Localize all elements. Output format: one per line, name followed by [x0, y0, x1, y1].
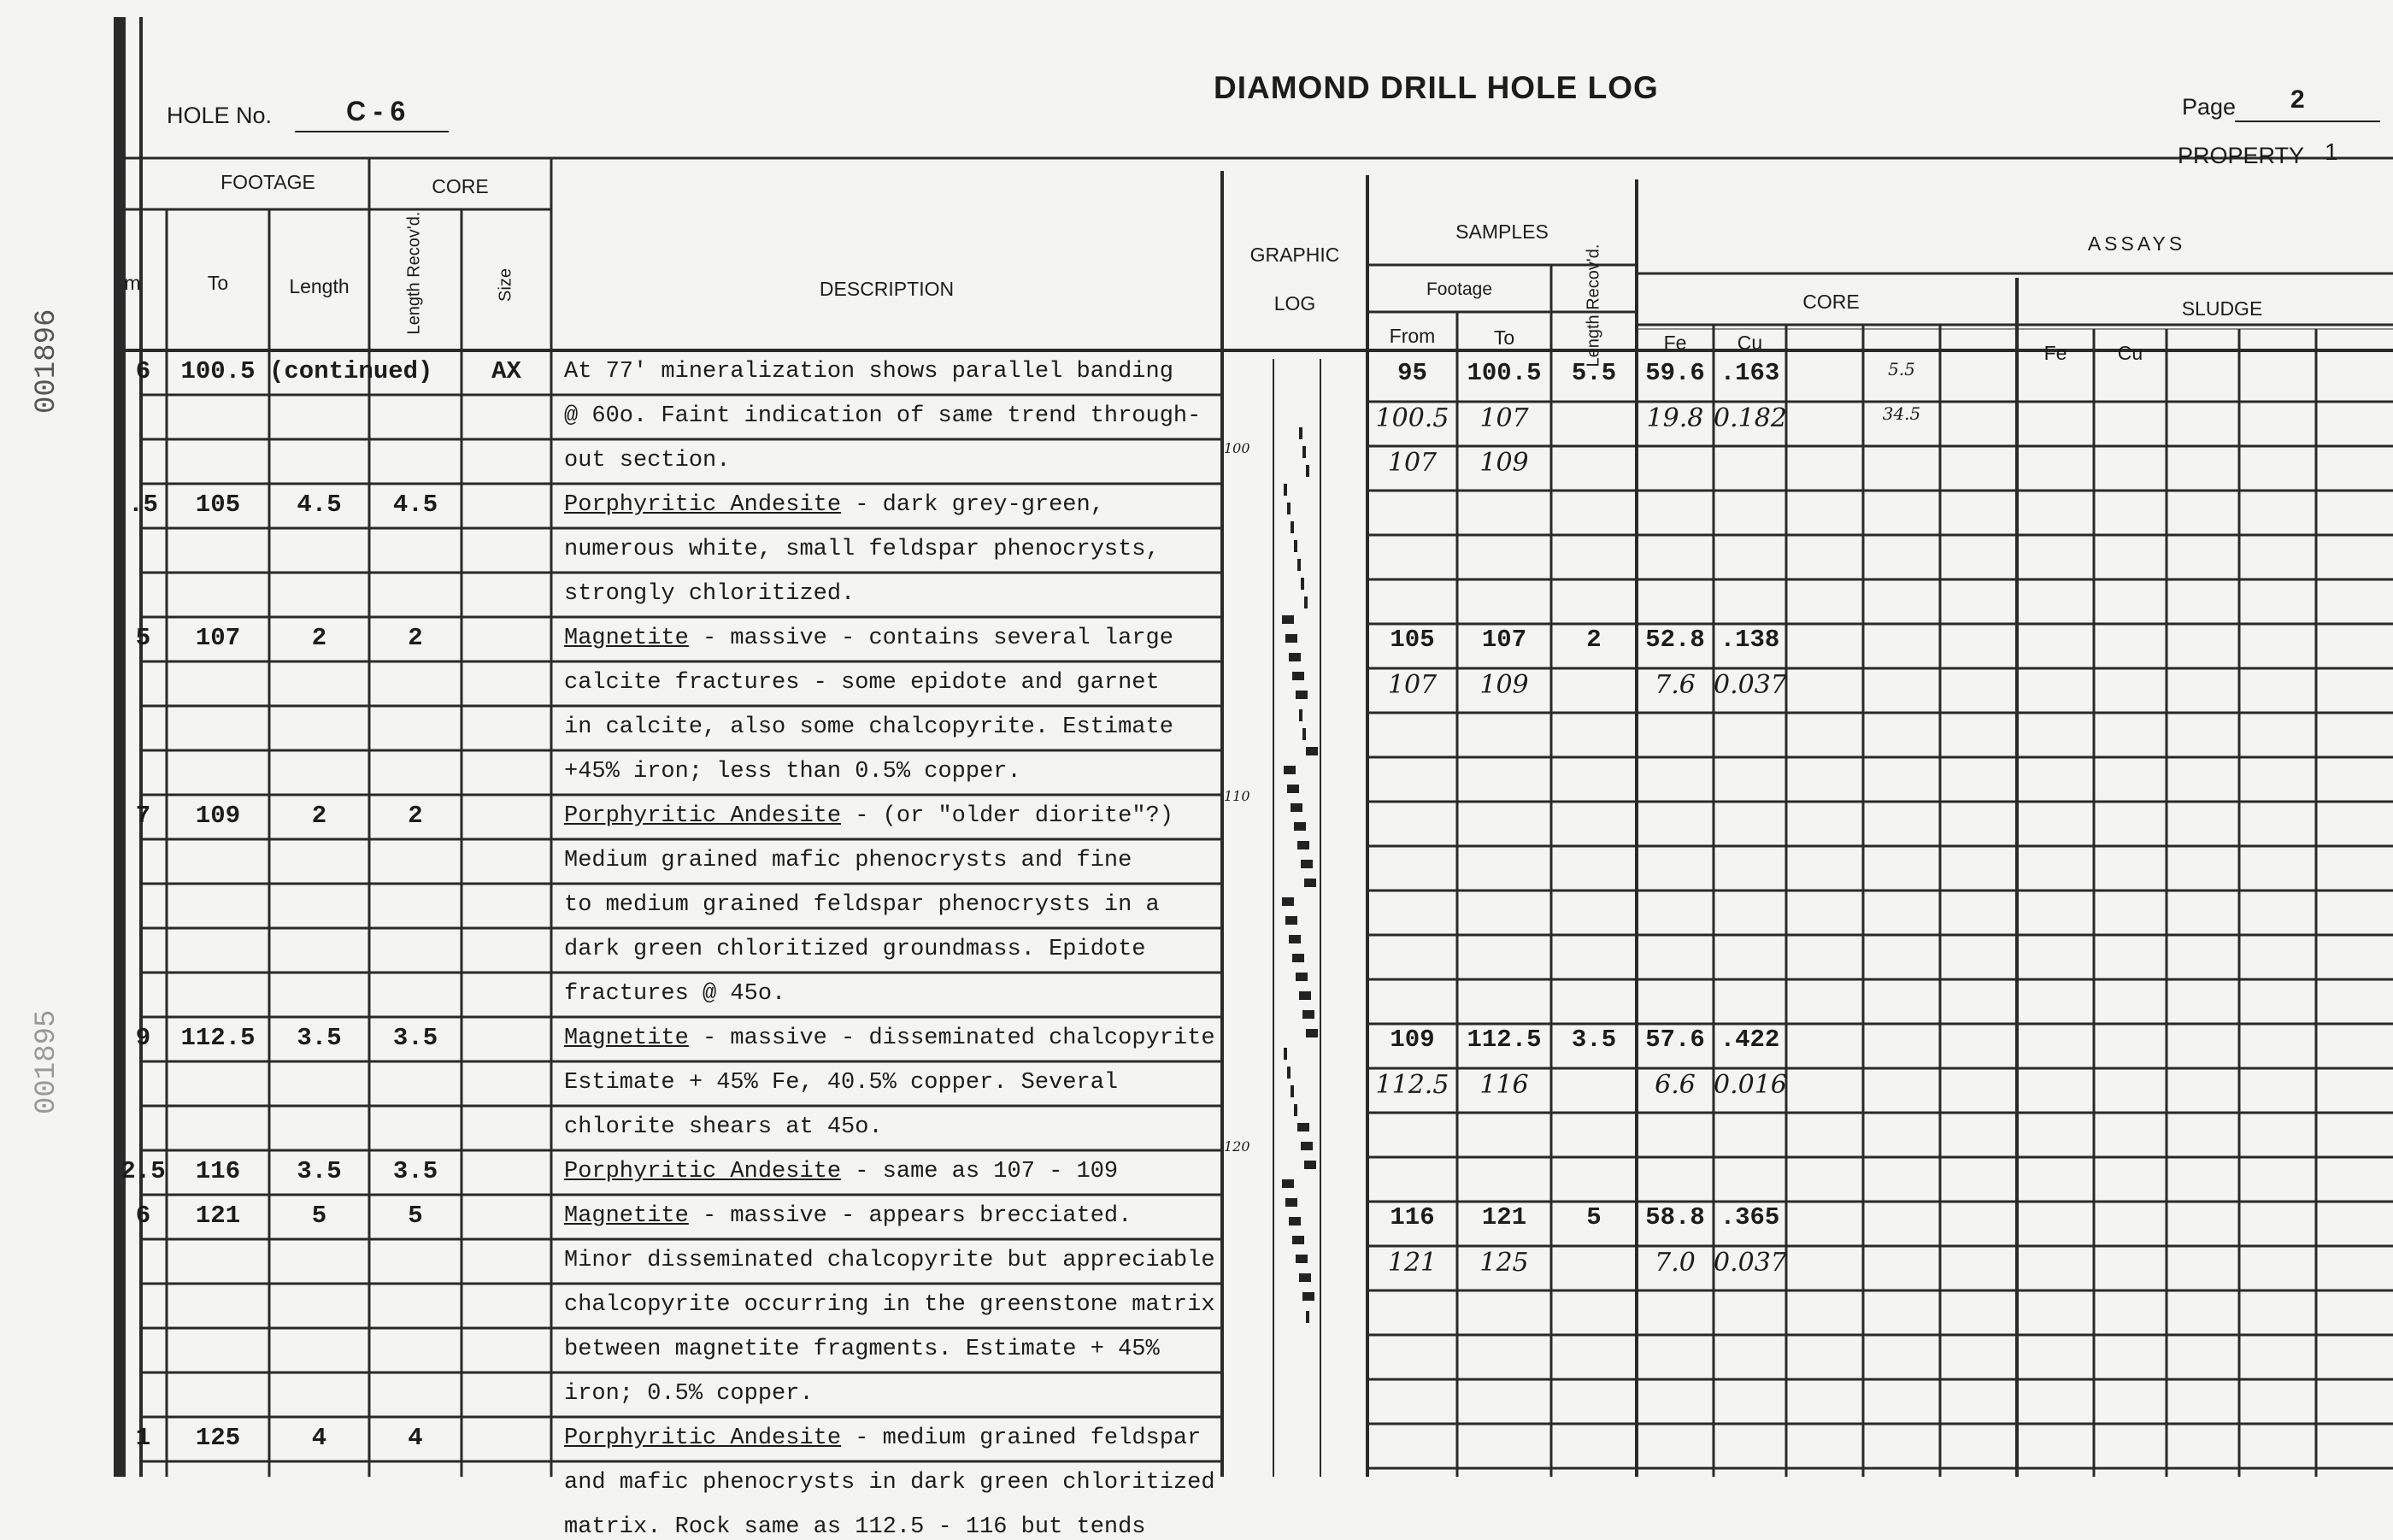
- core-header: CORE: [432, 175, 489, 197]
- description-text: +45% iron; less than 0.5% copper.: [564, 759, 1021, 785]
- graphic-log-mark: [1294, 1104, 1297, 1116]
- graphic-log-mark: [1284, 766, 1296, 774]
- description-line: [564, 759, 1021, 785]
- rock-type: Magnetite: [564, 1026, 689, 1051]
- graphic-log-mark: [1299, 1273, 1311, 1282]
- graphic-log-mark: [1294, 822, 1306, 831]
- sample-fe-cell: 52.8: [1645, 626, 1705, 654]
- description-text: - (or "older diorite"?): [841, 803, 1173, 829]
- sample-note-cell: 34.5: [1882, 403, 1921, 424]
- sample-fe-cell: 6.6: [1655, 1070, 1696, 1100]
- rock-type: Magnetite: [564, 626, 689, 651]
- property-value: 1: [2325, 138, 2338, 165]
- graphic-log-mark: [1304, 597, 1308, 608]
- sample-to-cell: 125: [1479, 1248, 1529, 1278]
- footage-length-cell: 5: [311, 1202, 327, 1230]
- graphic-log-mark: [1292, 954, 1304, 962]
- sample-cu-cell: 0.182: [1714, 403, 1787, 433]
- sludge-header: SLUDGE: [2181, 297, 2263, 320]
- sample-to-cell: 107: [1481, 626, 1527, 654]
- description-line: [564, 1425, 1201, 1451]
- footage-from-cell: 9: [135, 1024, 151, 1052]
- graphic-log-mark: [1297, 1123, 1309, 1131]
- description-line: [564, 492, 1104, 518]
- description-text: Estimate + 45% Fe, 40.5% copper. Several: [564, 1070, 1119, 1096]
- description-text: - medium grained feldspar: [841, 1425, 1202, 1451]
- graphic-log-mark: [1291, 521, 1294, 533]
- graphic-log-mark: [1297, 559, 1301, 571]
- description-text: - massive - disseminated chalcopyrite: [688, 1026, 1215, 1051]
- hole-no-underline: [295, 130, 449, 133]
- sample-to-cell: 107: [1479, 403, 1529, 433]
- samples-to-header: To: [1493, 326, 1515, 349]
- description-line: [564, 1026, 1215, 1051]
- property-label: PROPERTY: [2178, 143, 2305, 168]
- samples-header: SAMPLES: [1455, 220, 1549, 243]
- footage-to-cell: 125: [195, 1424, 241, 1452]
- footage-from-cell: 7: [135, 802, 151, 830]
- description-line: [564, 1470, 1215, 1496]
- graphic-log-mark: [1304, 1161, 1316, 1169]
- description-text: - same as 107 - 109: [841, 1159, 1119, 1184]
- graphic-log-mark: [1304, 879, 1316, 887]
- sample-to-cell: 109: [1479, 448, 1529, 478]
- description-line: [564, 803, 1173, 829]
- sample-note-cell: 5.5: [1888, 359, 1915, 379]
- hole-no-value: C - 6: [346, 96, 406, 126]
- samples-footage-header: Footage: [1426, 279, 1493, 299]
- size-header: Size: [496, 268, 515, 302]
- rock-type: Porphyritic Andesite: [564, 492, 842, 518]
- sample-fe-cell: 58.8: [1645, 1203, 1705, 1231]
- rock-type: Magnetite: [564, 1203, 689, 1229]
- footage-to-cell: 109: [195, 802, 241, 830]
- graphic-log-mark: [1296, 691, 1308, 699]
- footage-to-cell: 112.5: [180, 1024, 256, 1052]
- graphic-log-mark: [1282, 1179, 1294, 1188]
- footage-recovd-cell: 3.5: [392, 1024, 438, 1052]
- description-line: [564, 848, 1132, 873]
- graphic-log-mark: [1284, 1048, 1287, 1060]
- graphic-log-mark: [1292, 1236, 1304, 1244]
- side-stamp-faint: 001895: [31, 1009, 63, 1114]
- description-line: [564, 1159, 1118, 1184]
- rock-type: Porphyritic Andesite: [564, 803, 842, 829]
- description-line: [564, 1337, 1160, 1362]
- graphic-log-depth-label: 110: [1224, 788, 1250, 804]
- description-line: [564, 448, 730, 473]
- graphic-log-mark: [1302, 446, 1306, 458]
- sample-to-cell: 116: [1479, 1070, 1529, 1100]
- sample-from-cell: 107: [1387, 670, 1438, 700]
- description-text: - massive - appears brecciated.: [688, 1203, 1132, 1229]
- graphic-log-mark: [1291, 803, 1302, 812]
- description-line: [564, 626, 1173, 651]
- samples-recovd-header: Length Recov'd.: [1584, 244, 1603, 367]
- graphic-log-mark: [1306, 1311, 1309, 1323]
- graphic-log-mark: [1287, 785, 1299, 793]
- length-header: Length: [289, 275, 350, 297]
- description-text: calcite fractures - some epidote and garnet: [564, 670, 1160, 696]
- description-line: [564, 1381, 814, 1407]
- sample-to-cell: 100.5: [1467, 359, 1542, 387]
- graphic-log-mark: [1302, 1010, 1314, 1019]
- description-text: chalcopyrite occurring in the greenstone matrix: [564, 1292, 1215, 1318]
- footage-length-cell: 4.5: [297, 491, 342, 519]
- fe-header: Fe: [1663, 332, 1687, 354]
- sample-fe-cell: 59.6: [1645, 359, 1705, 387]
- description-line: [564, 670, 1160, 696]
- graphic-log-mark: [1285, 916, 1297, 925]
- graphic-log-mark: [1285, 634, 1297, 643]
- graphic-log-mark: [1287, 503, 1291, 514]
- description-text: to medium grained feldspar phenocrysts in a: [564, 892, 1160, 918]
- sample-cu-cell: 0.037: [1714, 670, 1787, 700]
- footage-length-cell: 2: [311, 802, 327, 830]
- footage-recovd-cell: 4: [408, 1424, 423, 1452]
- sample-recovd-cell: 5: [1586, 1203, 1602, 1231]
- graphic-log-depth-label: 120: [1224, 1138, 1250, 1155]
- sample-recovd-cell: 5.5: [1571, 359, 1617, 387]
- description-line: [564, 1514, 1146, 1540]
- description-text: @ 60o. Faint indication of same trend through-: [564, 403, 1202, 429]
- side-stamp: 001896: [31, 309, 63, 414]
- sample-from-cell: 95: [1397, 359, 1427, 387]
- graphic-log-mark: [1306, 747, 1318, 755]
- description-line: [564, 1070, 1118, 1096]
- footage-from-cell: 1: [135, 1424, 151, 1452]
- graphic-log-mark: [1299, 991, 1311, 1000]
- graphic-log-mark: [1296, 973, 1308, 981]
- footage-to-cell: 121: [195, 1202, 241, 1230]
- graphic-log-mark: [1301, 1142, 1313, 1150]
- description-text: chlorite shears at 45o.: [564, 1114, 883, 1140]
- graphic-log-mark: [1299, 709, 1302, 721]
- graphic-log-mark: [1285, 1198, 1297, 1207]
- description-line: [564, 981, 785, 1007]
- description-text: - massive - contains several large: [688, 626, 1173, 651]
- description-line: [564, 1292, 1215, 1318]
- description-text: At 77' mineralization shows parallel banding: [564, 359, 1173, 385]
- sludge-cu-header: Cu: [2117, 342, 2143, 364]
- graphic-log-mark: [1302, 728, 1306, 740]
- footage-length-cell: 3.5: [297, 1024, 342, 1052]
- sample-cu-cell: 0.037: [1714, 1248, 1787, 1278]
- assay-core-header: CORE: [1802, 291, 1860, 313]
- hole-no-label: HOLE No.: [167, 103, 273, 128]
- to-header: To: [207, 272, 229, 294]
- assays-header: ASSAYS: [2087, 232, 2186, 255]
- description-line: [564, 581, 855, 607]
- footage-header: FOOTAGE: [220, 171, 315, 193]
- sample-from-cell: 121: [1387, 1248, 1438, 1278]
- description-text: Medium grained mafic phenocrysts and fine: [564, 848, 1132, 873]
- page-underline: [2235, 120, 2380, 123]
- description-text: numerous white, small feldspar phenocrysts,: [564, 537, 1160, 562]
- sample-fe-cell: 57.6: [1645, 1026, 1705, 1054]
- rock-type: Porphyritic Andesite: [564, 1159, 842, 1184]
- footage-recovd-cell: 2: [408, 802, 423, 830]
- description-line: [564, 892, 1160, 918]
- graphic-log-mark: [1302, 1292, 1314, 1301]
- description-line: [564, 1248, 1215, 1273]
- graphic-log-mark: [1289, 1217, 1301, 1226]
- sample-to-cell: 112.5: [1467, 1026, 1542, 1054]
- description-text: strongly chloritized.: [564, 581, 855, 607]
- graphic-log-mark: [1289, 935, 1301, 943]
- graphic-log-depth-label: 100: [1224, 440, 1250, 456]
- description-text: in calcite, also some chalcopyrite. Estimate: [564, 714, 1173, 740]
- graphic-log-mark: [1294, 540, 1297, 552]
- graphic-log-mark: [1291, 1085, 1294, 1097]
- footage-recovd-cell: 5: [408, 1202, 423, 1230]
- sample-fe-cell: 7.6: [1655, 670, 1696, 700]
- description-header: DESCRIPTION: [819, 278, 955, 300]
- footage-to-cell: 100.5: [180, 357, 256, 385]
- description-text: fractures @ 45o.: [564, 981, 786, 1007]
- description-text: dark green chloritized groundmass. Epidote: [564, 937, 1146, 962]
- description-line: [564, 937, 1146, 962]
- sample-cu-cell: 0.016: [1714, 1070, 1787, 1100]
- description-text: iron; 0.5% copper.: [564, 1381, 814, 1407]
- cu-header: Cu: [1737, 332, 1763, 354]
- graphic-log-mark: [1297, 841, 1309, 849]
- footage-length-cell: 4: [311, 1424, 327, 1452]
- footage-length-cell: (continued): [269, 357, 433, 385]
- graphic-log-mark: [1296, 1255, 1308, 1263]
- sample-cu-cell: .365: [1720, 1203, 1780, 1231]
- footage-size-cell: AX: [491, 357, 521, 385]
- graphic-log-header-2: LOG: [1273, 292, 1316, 314]
- sample-from-cell: 112.5: [1375, 1070, 1449, 1100]
- description-line: [564, 537, 1160, 562]
- sample-from-cell: 116: [1390, 1203, 1435, 1231]
- sample-recovd-cell: 3.5: [1571, 1026, 1617, 1054]
- footage-from-cell: 5: [135, 624, 151, 652]
- graphic-log-mark: [1306, 465, 1309, 477]
- rock-type: Porphyritic Andesite: [564, 1425, 842, 1451]
- graphic-log-mark: [1282, 897, 1294, 906]
- sample-cu-cell: .138: [1720, 626, 1780, 654]
- from-header: m: [124, 272, 141, 294]
- sample-from-cell: 105: [1390, 626, 1435, 654]
- description-line: [564, 403, 1201, 429]
- footage-to-cell: 105: [195, 491, 241, 519]
- sample-fe-cell: 19.8: [1646, 403, 1704, 433]
- length-recovd-header: Length Recov'd.: [404, 211, 424, 335]
- footage-length-cell: 2: [311, 624, 327, 652]
- footage-to-cell: 107: [195, 624, 241, 652]
- description-line: [564, 1203, 1132, 1229]
- graphic-log-mark: [1289, 653, 1301, 661]
- sample-from-cell: 107: [1387, 448, 1438, 478]
- description-text: Minor disseminated chalcopyrite but appreciable: [564, 1248, 1215, 1273]
- graphic-log-mark: [1284, 484, 1287, 496]
- graphic-log-mark: [1282, 615, 1294, 624]
- sample-cu-cell: .422: [1720, 1026, 1780, 1054]
- description-text: matrix. Rock same as 112.5 - 116 but tends: [564, 1514, 1146, 1540]
- footage-to-cell: 116: [195, 1157, 241, 1185]
- description-line: [564, 359, 1173, 385]
- description-text: and mafic phenocrysts in dark green chloritized: [564, 1470, 1215, 1496]
- description-text: - dark grey-green,: [841, 492, 1104, 518]
- samples-from-header: From: [1389, 325, 1436, 347]
- form-title: DIAMOND DRILL HOLE LOG: [1214, 70, 1659, 105]
- footage-recovd-cell: 2: [408, 624, 423, 652]
- graphic-log-mark: [1287, 1067, 1291, 1079]
- sample-cu-cell: .163: [1720, 359, 1780, 387]
- description-text: out section.: [564, 448, 731, 473]
- sludge-fe-header: Fe: [2043, 342, 2067, 364]
- graphic-log-mark: [1301, 578, 1304, 590]
- graphic-log-mark: [1301, 860, 1313, 868]
- description-text: between magnetite fragments. Estimate + 45%: [564, 1337, 1160, 1362]
- sample-from-cell: 100.5: [1375, 403, 1449, 433]
- footage-from-cell: 2.5: [121, 1157, 166, 1185]
- sample-to-cell: 109: [1479, 670, 1529, 700]
- graphic-log-mark: [1292, 672, 1304, 680]
- footage-from-cell: 6: [135, 1202, 151, 1230]
- sample-to-cell: 121: [1481, 1203, 1527, 1231]
- footage-from-cell: .5: [128, 491, 158, 519]
- sample-recovd-cell: 2: [1586, 626, 1602, 654]
- footage-recovd-cell: 4.5: [392, 491, 438, 519]
- description-line: [564, 1114, 883, 1140]
- footage-length-cell: 3.5: [297, 1157, 342, 1185]
- graphic-log-mark: [1306, 1029, 1318, 1037]
- description-line: [564, 714, 1173, 740]
- page-value: 2: [2290, 85, 2305, 114]
- graphic-log-mark: [1299, 427, 1302, 439]
- sample-from-cell: 109: [1390, 1026, 1435, 1054]
- page-label: Page: [2182, 94, 2237, 120]
- sample-fe-cell: 7.0: [1655, 1248, 1696, 1278]
- footage-recovd-cell: 3.5: [392, 1157, 438, 1185]
- footage-from-cell: 6: [135, 357, 151, 385]
- graphic-log-header-1: GRAPHIC: [1249, 244, 1340, 266]
